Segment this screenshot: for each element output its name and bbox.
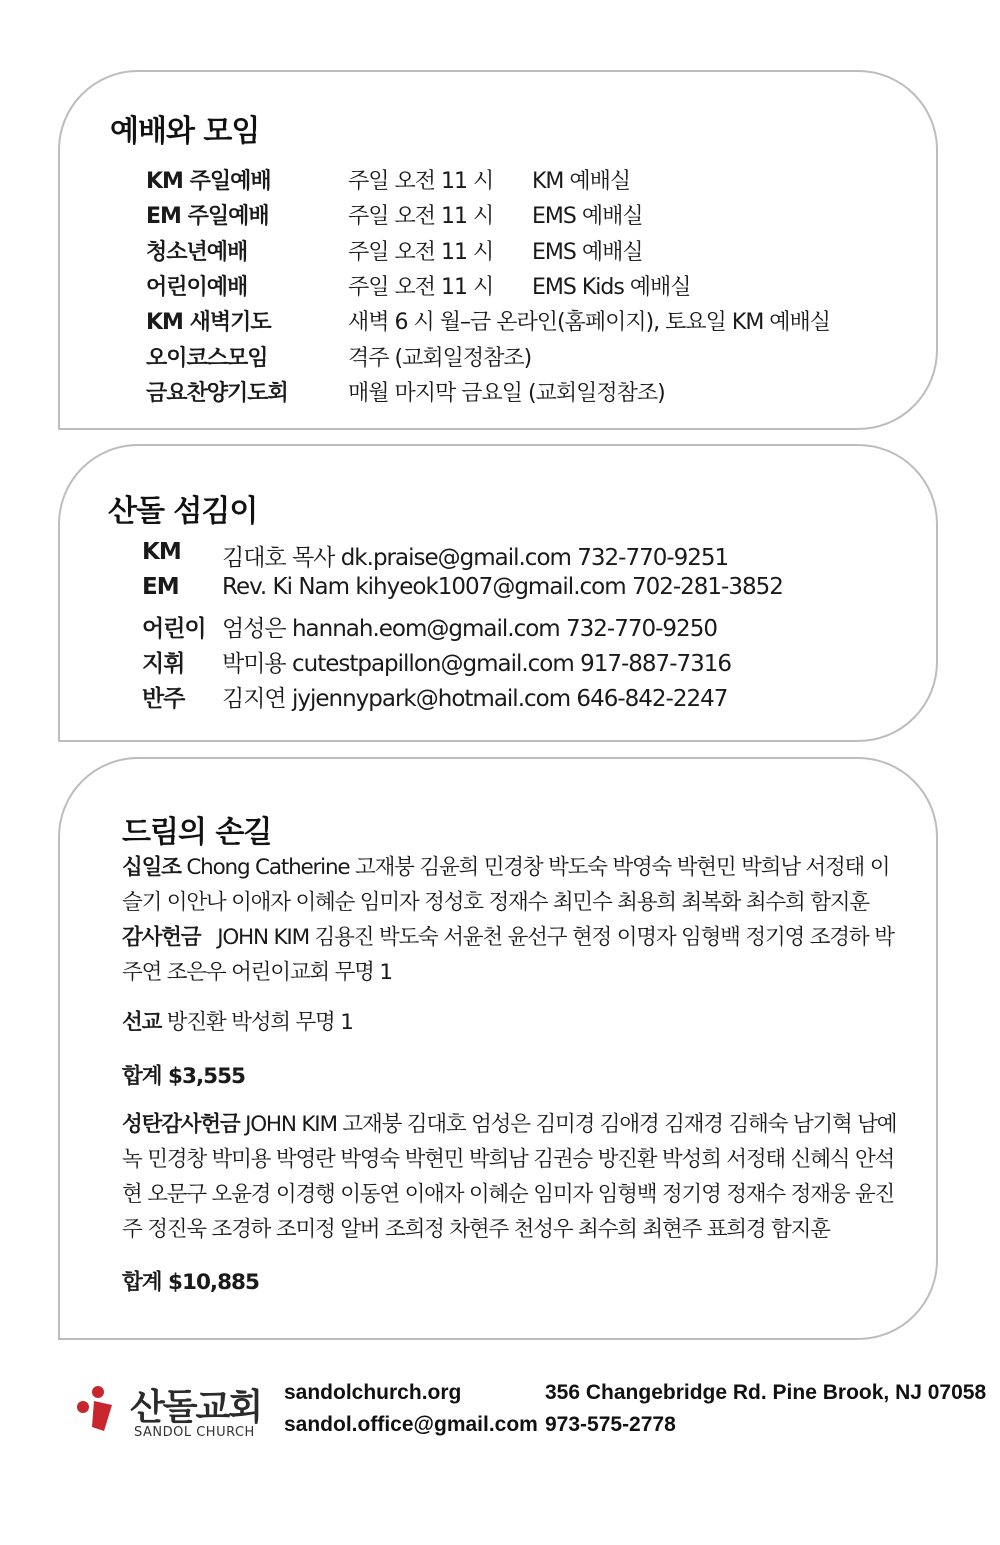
worship-name: KM 새벽기도 — [146, 310, 271, 336]
servant-role: KM — [142, 539, 181, 565]
thanks-paragraph — [122, 920, 902, 990]
church-logo-icon — [74, 1383, 122, 1433]
worship-name: 청소년예배 — [146, 239, 248, 265]
servant-info: Rev. Ki Nam kihyeok1007@gmail.com 702-281-3852 — [222, 574, 783, 601]
tithe-label: 십일조 — [122, 855, 181, 880]
worship-place: EMS 예배실 — [532, 204, 643, 230]
email-link[interactable]: sandol.office@gmail.com — [284, 1413, 538, 1436]
worship-time: 매월 마지막 금요일 (교회일정참조) — [348, 380, 665, 406]
worship-place: EMS 예배실 — [532, 239, 643, 265]
tithe-names: Chong Catherine 고재붕 김윤희 민경창 박도숙 박영숙 박현민 박희남 서정태 이슬기 이안나 이애자 이혜순 임미자 정성호 정재수 최민수 최용희 최복화 최수희 함지훈 — [122, 855, 890, 915]
worship-name: 오이코스모임 — [146, 345, 268, 371]
worship-time: 주일 오전 11 시 — [348, 169, 494, 194]
worship-heading: 예배와 모임 — [110, 114, 260, 149]
servant-info: 엄성은 hannah.eom@gmail.com 732-770-9250 — [222, 615, 717, 642]
address: 356 Changebridge Rd. Pine Brook, NJ 07058 — [545, 1381, 987, 1404]
worship-card — [58, 70, 938, 430]
footer — [0, 1375, 1000, 1455]
total-regular: 합계 $3,555 — [122, 1064, 245, 1089]
worship-place: EMS Kids 예배실 — [532, 274, 691, 300]
servant-info: 김지연 jyjennypark@hotmail.com 646-842-2247 — [222, 686, 728, 713]
offering-card — [58, 757, 938, 1340]
servant-role: 어린이 — [142, 615, 206, 642]
servant-info: 박미용 cutestpapillon@gmail.com 917-887-7316 — [222, 650, 732, 677]
offering-heading: 드림의 손길 — [122, 815, 272, 850]
servant-role: 지휘 — [142, 650, 185, 677]
worship-time: 주일 오전 11 시 — [348, 239, 494, 265]
total-christmas: 합계 $10,885 — [122, 1270, 259, 1295]
servant-role: EM — [142, 574, 179, 601]
worship-time: 새벽 6 시 월–금 온라인(홈페이지), 토요일 KM 예배실 — [348, 310, 831, 336]
worship-time: 주일 오전 11 시 — [348, 204, 494, 230]
servant-info: 김대호 목사 dk.praise@gmail.com 732-770-9251 — [222, 545, 729, 571]
worship-name: EM 주일예배 — [146, 204, 269, 230]
worship-name: 금요찬양기도회 — [146, 380, 288, 406]
worship-name: 어린이예배 — [146, 274, 248, 300]
phone: 973-575-2778 — [545, 1413, 676, 1436]
mission-paragraph — [122, 1005, 902, 1040]
tithe-paragraph — [122, 850, 902, 920]
worship-time: 격주 (교회일정참조) — [348, 345, 532, 371]
mission-label: 선교 — [122, 1010, 162, 1035]
website-link[interactable]: sandolchurch.org — [284, 1381, 462, 1404]
worship-time: 주일 오전 11 시 — [348, 274, 494, 300]
servants-heading: 산돌 섬김이 — [108, 494, 258, 529]
servants-card — [58, 444, 938, 742]
mission-names: 방진환 박성희 무명 1 — [166, 1010, 353, 1035]
xmas-names: JOHN KIM 고재붕 김대호 엄성은 김미경 김애경 김재경 김해숙 남기혁 남예녹 민경창 박미용 박영란 박영숙 박현민 박희남 김권승 방진환 박성희 서정태 신혜식 안석현 오문구 오윤경 이경행 이동연 이애자 이혜순 임미자 임형백 정기영 정재수 정재웅 윤진주 정진욱 조경하 조미정 알버 조희정 차현주 천성우 최수희 최현주 표희경 함지훈 — [122, 1112, 897, 1242]
thanks-names: JOHN KIM 김용진 박도숙 서윤천 윤선구 현정 이명자 임형백 정기영 조경하 박주연 조은우 어린이교회 무명 1 — [122, 925, 894, 985]
thanks-label: 감사헌금 — [122, 925, 201, 950]
worship-place: KM 예배실 — [532, 169, 631, 194]
xmas-label: 성탄감사헌금 — [122, 1112, 240, 1137]
xmas-paragraph — [122, 1107, 912, 1247]
servant-role: 반주 — [142, 686, 185, 713]
logo-name: 산돌교회 — [130, 1387, 262, 1428]
logo-subtitle: SANDOL CHURCH — [134, 1425, 255, 1440]
worship-name: KM 주일예배 — [146, 169, 271, 194]
